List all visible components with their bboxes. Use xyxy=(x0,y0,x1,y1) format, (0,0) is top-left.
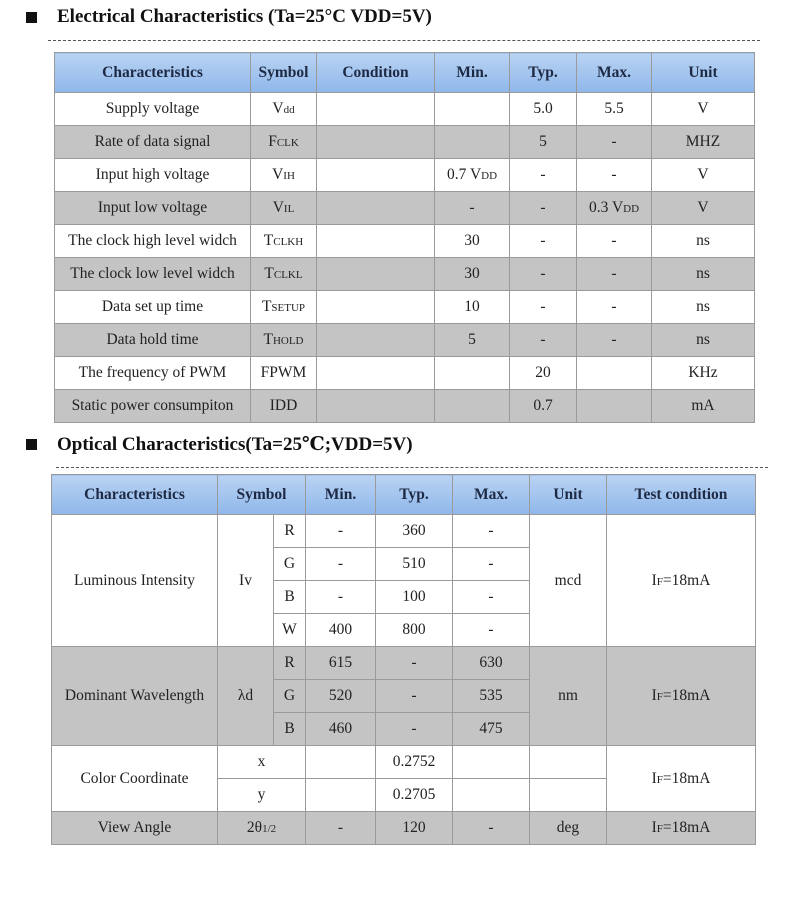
unit-cell: V xyxy=(652,159,755,192)
typ-cell: - xyxy=(510,324,577,357)
test-condition-subscript: F xyxy=(656,575,663,588)
max-cell: - xyxy=(577,324,652,357)
symbol-cell-text: IDD xyxy=(269,397,298,414)
characteristic-name: Rate of data signal xyxy=(55,126,251,159)
column-header: Typ. xyxy=(376,475,453,515)
axis-cell: x xyxy=(218,746,306,779)
characteristic-name: Input low voltage xyxy=(55,192,251,225)
typ-cell: - xyxy=(510,192,577,225)
min-cell: - xyxy=(306,548,376,581)
condition-cell xyxy=(317,324,435,357)
min-cell: 460 xyxy=(306,713,376,746)
column-header: Symbol xyxy=(218,475,306,515)
symbol-cell-subscript: CLK xyxy=(276,137,299,149)
column-header: Max. xyxy=(577,53,652,93)
typ-cell: 5 xyxy=(510,126,577,159)
characteristic-name: Dominant Wavelength xyxy=(52,647,218,746)
unit-cell: ns xyxy=(652,258,755,291)
symbol-cell xyxy=(251,93,317,126)
table-row xyxy=(55,291,755,324)
symbol-cell-text: 2θ xyxy=(246,819,263,836)
symbol-cell-subscript: IL xyxy=(283,203,295,215)
unit-cell: V xyxy=(652,192,755,225)
symbol-cell: Iv xyxy=(218,515,274,647)
max-cell: - xyxy=(453,548,530,581)
condition-cell xyxy=(317,93,435,126)
test-condition-subscript: F xyxy=(656,691,663,703)
table-row xyxy=(55,159,755,192)
min-cell xyxy=(435,390,510,423)
max-cell: 5.5 xyxy=(577,93,652,126)
symbol-cell-subscript: CLKL xyxy=(273,269,303,281)
table-row xyxy=(55,357,755,390)
symbol-cell xyxy=(251,291,317,324)
table-row xyxy=(55,93,755,126)
typ-cell: 20 xyxy=(510,357,577,390)
typ-cell: - xyxy=(376,680,453,713)
min-cell: 400 xyxy=(306,614,376,647)
test-condition-subscript: F xyxy=(656,773,663,786)
test-condition-cell xyxy=(607,647,756,746)
unit-cell: V xyxy=(652,93,755,126)
characteristic-name: The clock low level widch xyxy=(55,258,251,291)
symbol-cell xyxy=(251,225,317,258)
typ-cell: 800 xyxy=(376,614,453,647)
characteristic-name: Supply voltage xyxy=(55,93,251,126)
condition-cell xyxy=(317,291,435,324)
table-row xyxy=(55,390,755,423)
typ-cell: - xyxy=(510,159,577,192)
test-condition-prefix: I xyxy=(651,819,657,836)
typ-cell: 5.0 xyxy=(510,93,577,126)
column-header: Unit xyxy=(652,53,755,93)
characteristic-name: View Angle xyxy=(52,812,218,845)
min-cell: 10 xyxy=(435,291,510,324)
square-bullet-icon xyxy=(26,12,37,23)
max-cell: - xyxy=(577,126,652,159)
condition-cell xyxy=(317,258,435,291)
color-cell: B xyxy=(274,581,306,614)
unit-cell: KHz xyxy=(652,357,755,390)
min-cell: 30 xyxy=(435,258,510,291)
min-cell xyxy=(306,779,376,812)
table-row xyxy=(55,126,755,159)
color-cell: G xyxy=(274,680,306,713)
min-cell: - xyxy=(306,581,376,614)
max-cell xyxy=(577,192,652,225)
symbol-cell xyxy=(251,258,317,291)
min-cell: - xyxy=(306,515,376,548)
test-condition-cell xyxy=(607,515,756,647)
max-cell: - xyxy=(577,291,652,324)
electrical-title: Electrical Characteristics (Ta=25°C VDD=5V) xyxy=(57,6,432,27)
symbol-cell xyxy=(251,390,317,423)
column-header: Symbol xyxy=(251,53,317,93)
min-cell-subscript: DD xyxy=(481,170,498,182)
header-row xyxy=(52,475,756,515)
table-row xyxy=(52,647,756,680)
column-header: Unit xyxy=(530,475,607,515)
table-row xyxy=(55,324,755,357)
unit-cell: nm xyxy=(530,647,607,746)
min-cell xyxy=(435,126,510,159)
column-header: Min. xyxy=(306,475,376,515)
color-cell: G xyxy=(274,548,306,581)
optical-section-heading xyxy=(26,433,413,456)
characteristic-name: Static power consumpiton xyxy=(55,390,251,423)
max-cell-text: 0.3 V xyxy=(588,199,624,216)
test-condition-prefix: I xyxy=(651,571,657,589)
typ-cell: 120 xyxy=(376,812,453,845)
max-cell: - xyxy=(577,225,652,258)
test-condition-prefix: I xyxy=(651,687,657,704)
condition-cell xyxy=(317,390,435,423)
symbol-cell-subscript: 1/2 xyxy=(262,823,277,835)
test-condition-suffix: =18mA xyxy=(662,769,711,787)
max-cell: 630 xyxy=(453,647,530,680)
max-cell: - xyxy=(577,258,652,291)
min-cell xyxy=(435,357,510,390)
electrical-characteristics-table xyxy=(54,52,755,423)
square-bullet-icon xyxy=(26,439,37,450)
symbol-cell xyxy=(251,324,317,357)
characteristic-name: Data hold time xyxy=(55,324,251,357)
unit-cell xyxy=(530,746,607,779)
table-row xyxy=(55,225,755,258)
color-cell: B xyxy=(274,713,306,746)
characteristic-name: Data set up time xyxy=(55,291,251,324)
min-cell xyxy=(435,159,510,192)
typ-cell: - xyxy=(376,647,453,680)
symbol-cell-subscript: IH xyxy=(283,170,295,182)
symbol-cell xyxy=(218,812,306,845)
max-cell xyxy=(577,357,652,390)
unit-cell xyxy=(530,779,607,812)
condition-cell xyxy=(317,192,435,225)
min-cell: - xyxy=(306,812,376,845)
max-cell xyxy=(577,390,652,423)
symbol-cell-subscript: dd xyxy=(283,104,295,116)
characteristic-name: The frequency of PWM xyxy=(55,357,251,390)
symbol-cell-text: T xyxy=(264,265,274,282)
condition-cell xyxy=(317,225,435,258)
typ-cell: 0.7 xyxy=(510,390,577,423)
header-row xyxy=(55,53,755,93)
table-row xyxy=(52,812,756,845)
dashed-divider xyxy=(56,467,768,468)
table-row xyxy=(55,258,755,291)
min-cell xyxy=(435,93,510,126)
column-header: Max. xyxy=(453,475,530,515)
symbol-cell xyxy=(251,126,317,159)
unit-cell: ns xyxy=(652,324,755,357)
axis-cell: y xyxy=(218,779,306,812)
test-condition-cell xyxy=(607,812,756,845)
symbol-cell-text: T xyxy=(261,298,272,315)
typ-cell: - xyxy=(510,258,577,291)
symbol-cell: λd xyxy=(218,647,274,746)
typ-cell: 100 xyxy=(376,581,453,614)
condition-cell xyxy=(317,357,435,390)
unit-cell: mA xyxy=(652,390,755,423)
unit-cell: deg xyxy=(530,812,607,845)
test-condition-suffix: =18mA xyxy=(662,687,711,704)
symbol-cell xyxy=(251,159,317,192)
min-cell: 520 xyxy=(306,680,376,713)
symbol-cell-text: F xyxy=(268,133,277,150)
symbol-cell-text: FPWM xyxy=(260,364,307,381)
symbol-cell-text: T xyxy=(263,331,273,348)
max-cell xyxy=(453,746,530,779)
table-row xyxy=(52,515,756,548)
symbol-cell-text: T xyxy=(263,232,274,249)
min-cell xyxy=(306,746,376,779)
column-header: Min. xyxy=(435,53,510,93)
unit-cell: MHZ xyxy=(652,126,755,159)
characteristic-name: Input high voltage xyxy=(55,159,251,192)
symbol-cell-subscript: HOLD xyxy=(272,335,304,347)
symbol-cell-subscript: CLKH xyxy=(273,236,304,248)
column-header: Characteristics xyxy=(55,53,251,93)
typ-cell: 0.2752 xyxy=(376,746,453,779)
max-cell: 535 xyxy=(453,680,530,713)
test-condition-prefix: I xyxy=(651,769,657,787)
max-cell-subscript: DD xyxy=(623,203,640,215)
max-cell xyxy=(453,779,530,812)
table-row xyxy=(52,746,756,779)
condition-cell xyxy=(317,159,435,192)
test-condition-suffix: =18mA xyxy=(662,819,711,836)
condition-cell xyxy=(317,126,435,159)
unit-cell: mcd xyxy=(530,515,607,647)
table-row xyxy=(55,192,755,225)
characteristic-name: The clock high level widch xyxy=(55,225,251,258)
typ-cell: 510 xyxy=(376,548,453,581)
test-condition-subscript: F xyxy=(656,823,663,835)
optical-characteristics-table xyxy=(51,474,756,845)
max-cell: - xyxy=(453,581,530,614)
column-header: Characteristics xyxy=(52,475,218,515)
symbol-cell-text: V xyxy=(272,100,284,117)
typ-cell: - xyxy=(510,291,577,324)
symbol-cell xyxy=(251,357,317,390)
symbol-cell-text: V xyxy=(272,166,284,183)
symbol-cell xyxy=(251,192,317,225)
max-cell: - xyxy=(577,159,652,192)
max-cell: - xyxy=(453,515,530,548)
min-cell-text: 0.7 V xyxy=(446,166,482,183)
column-header: Typ. xyxy=(510,53,577,93)
max-cell: 475 xyxy=(453,713,530,746)
test-condition-cell xyxy=(607,746,756,812)
min-cell: - xyxy=(435,192,510,225)
color-cell: R xyxy=(274,647,306,680)
unit-cell: ns xyxy=(652,225,755,258)
min-cell: 615 xyxy=(306,647,376,680)
max-cell: - xyxy=(453,614,530,647)
min-cell: 30 xyxy=(435,225,510,258)
characteristic-name: Luminous Intensity xyxy=(52,515,218,647)
dashed-divider xyxy=(48,40,760,41)
optical-title: Optical Characteristics(Ta=25℃;VDD=5V) xyxy=(57,434,413,455)
electrical-section-heading xyxy=(26,6,432,28)
typ-cell: - xyxy=(376,713,453,746)
column-header: Condition xyxy=(317,53,435,93)
color-cell: W xyxy=(274,614,306,647)
unit-cell: ns xyxy=(652,291,755,324)
test-condition-suffix: =18mA xyxy=(662,571,711,589)
typ-cell: - xyxy=(510,225,577,258)
typ-cell: 0.2705 xyxy=(376,779,453,812)
characteristic-name: Color Coordinate xyxy=(52,746,218,812)
typ-cell: 360 xyxy=(376,515,453,548)
max-cell: - xyxy=(453,812,530,845)
column-header: Test condition xyxy=(607,475,756,515)
min-cell: 5 xyxy=(435,324,510,357)
color-cell: R xyxy=(274,515,306,548)
symbol-cell-subscript: SETUP xyxy=(271,302,306,314)
symbol-cell-text: V xyxy=(272,199,284,216)
